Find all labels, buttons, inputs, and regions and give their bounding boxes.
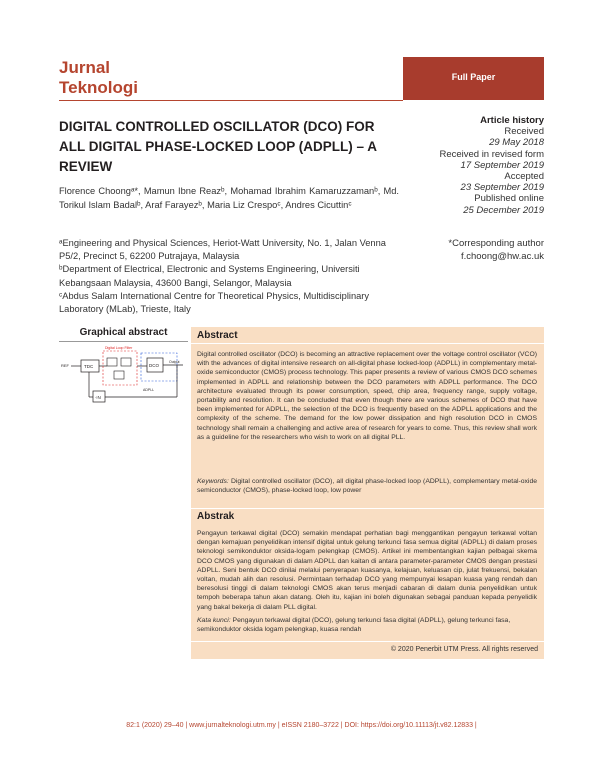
received-date: 29 May 2018 (489, 137, 544, 149)
affiliations (59, 237, 399, 316)
abstrak-keywords (197, 616, 537, 634)
published-date: 25 December 2019 (463, 204, 544, 216)
affiliation-b: ᵇDepartment of Electrical, Electronic and Systems Engineering, Universiti Kebangsaan Malaysia, 43600 Bangi, Selangor, Malaysia (59, 264, 360, 288)
keywords-label: Keywords: (197, 478, 229, 485)
author-list: Florence Choongᵃ*, Mamun Ibne Reazᵇ, Mohamad Ibrahim Kamaruzzamanᵇ, Md. Torikul Islam Badalᵇ, Araf Farayezᵇ, Maria Liz Crespoᶜ, Andres Cicuttinᶜ (59, 186, 399, 210)
kata-kunci-label: Kata kunci: (197, 617, 231, 624)
corresponding-label: *Corresponding author (448, 238, 544, 249)
diagram-divider-label: ÷N (95, 395, 101, 400)
copyright-divider (191, 641, 544, 642)
revised-date: 17 September 2019 (460, 159, 544, 171)
diagram-out-label: Output (169, 360, 180, 364)
abstract-text: Digital controlled oscillator (DCO) is becoming an attractive replacement over the voltage control oscillator (VCO) with the advances of digital intensive research on all-digital phase locked-loop (ADPLL) in complementary metal-oxide semiconductor (CMOS) process technology. This paper presents a review of various CMOS DCO schemes implemented in ADPLL and relationship between the DCO parameters with ADPLL performance. The DCO architecture evaluated through its power consumption, speed, chip area, frequency range, supply voltage, portability and resolution. It can be concluded that even though there are various schemes of DCO that have been implemented for ADPLL, the selection of the DCO is frequently based on the ADPLL applications and the complexity of the scheme. The demand for the low power dissipation and high resolution DCO in CMOS technology shall remain a challenging and active area of research for years to come. Thus, this review shall work as a guideline for the researchers who wish to work on all digital PLL. (197, 351, 537, 441)
diagram-filter-boundary (103, 351, 137, 385)
accepted-date: 23 September 2019 (460, 182, 544, 194)
kata-kunci-text: Pengayun terkawal digital (DCO), gelung terkunci fasa digital (ADPLL), gelung terkunci fasa, semikonduktor oksida logam pelengkap, kuasa rendah (197, 617, 511, 634)
revised-label: Received in revised form (439, 148, 544, 160)
received-label: Received (504, 126, 544, 138)
corresponding-author (410, 237, 544, 263)
journal-name-line1: Jurnal (59, 58, 111, 77)
diagram-filter-label: Digital Loop Filter (105, 346, 133, 350)
abstract-heading: Abstract (197, 330, 238, 341)
history-heading: Article history (480, 115, 544, 126)
graphical-abstract-label: Graphical abstract (79, 327, 168, 338)
abstract-keywords (197, 477, 537, 495)
diagram-filter-block-2 (121, 358, 131, 366)
article-history (410, 115, 544, 216)
diagram-filter-block-1 (107, 358, 117, 366)
page-footer: 82:1 (2020) 29–40 | www.jurnalteknologi.utm.my | eISSN 2180–3722 | DOI: https://doi.org/10.11113/jt.v82.12833 | (126, 722, 477, 729)
journal-name (59, 58, 138, 98)
abstract-divider (191, 343, 544, 344)
diagram-filter-block-3 (114, 371, 124, 379)
full-paper-label: Full Paper (451, 72, 496, 82)
diagram-adpll-label: ADPLL (143, 388, 155, 392)
diagram-ref-label: REF (61, 363, 69, 368)
graphical-abstract-divider (59, 341, 188, 342)
adpll-block-diagram (59, 343, 188, 411)
diagram-tdc-label: TDC (84, 364, 94, 369)
accepted-label: Accepted (504, 171, 544, 183)
abstrak-divider (191, 508, 544, 509)
abstrak-text: Pengayun terkawal digital (DCO) semakin mendapat perhatian bagi menggantikan pengayun terkawal voltan dengan kemajuan penyelidikan intensif digital untuk gelung terkunci fasa semua digital (ADPLL) di dalam proses teknologi semikonduktor oksida-logam pelengkap (CMOS). Artikel ini membentangkan kajian pelbagai skema DCO CMOS yang digunakan di dalam ADPLL dan kaitan di antara parameter-parameter CMOS dengan prestasi ADPLL. Seni bentuk DCO dinilai melalui penyerapan kuasanya, kelajuan, keluasan cip, julat frekuensi, bekalan voltan, mudah alih dan resolusi. Permintaan terhadap DCO yang mempunyai lesapan kuasa yang rendah dan beresolusi tinggi di dalam teknologi CMOS akan terus menjadi cabaran di dalam dunia penyelidikan untuk tempoh beberapa tahun akan datang. Oleh itu, kajian ini boleh digunakan sebagai panduan kepada penyelidik yang bakal bekerja di dalam PLL digital. (197, 530, 537, 611)
paper-title: DIGITAL CONTROLLED OSCILLATOR (DCO) FOR ALL DIGITAL PHASE-LOCKED LOOP (ADPLL) – A REVIEW (59, 119, 377, 174)
abstrak-heading: Abstrak (197, 511, 235, 522)
affiliation-a: ᵃEngineering and Physical Sciences, Heriot-Watt University, No. 1, Jalan Venna P5/2, Precinct 5, 62200 Putrajaya, Malaysia (59, 238, 386, 262)
published-label: Published online (474, 193, 544, 205)
journal-name-line2: Teknologi (59, 78, 139, 97)
copyright: © 2020 Penerbit UTM Press. All rights reserved (390, 646, 538, 653)
affiliation-c: ᶜAbdus Salam International Centre for Theoretical Physics, Multidisciplinary Laboratory (MLab), Trieste, Italy (59, 290, 370, 315)
header-divider (59, 100, 403, 101)
corresponding-email[interactable]: f.choong@hw.ac.uk (460, 251, 544, 262)
diagram-dco-label: DCO (149, 363, 159, 368)
keywords-text: Digital controlled oscillator (DCO), all digital phase-locked loop (ADPLL), complementary metal-oxide semiconductor (CMOS), phase-locked loop, low power (197, 478, 538, 495)
